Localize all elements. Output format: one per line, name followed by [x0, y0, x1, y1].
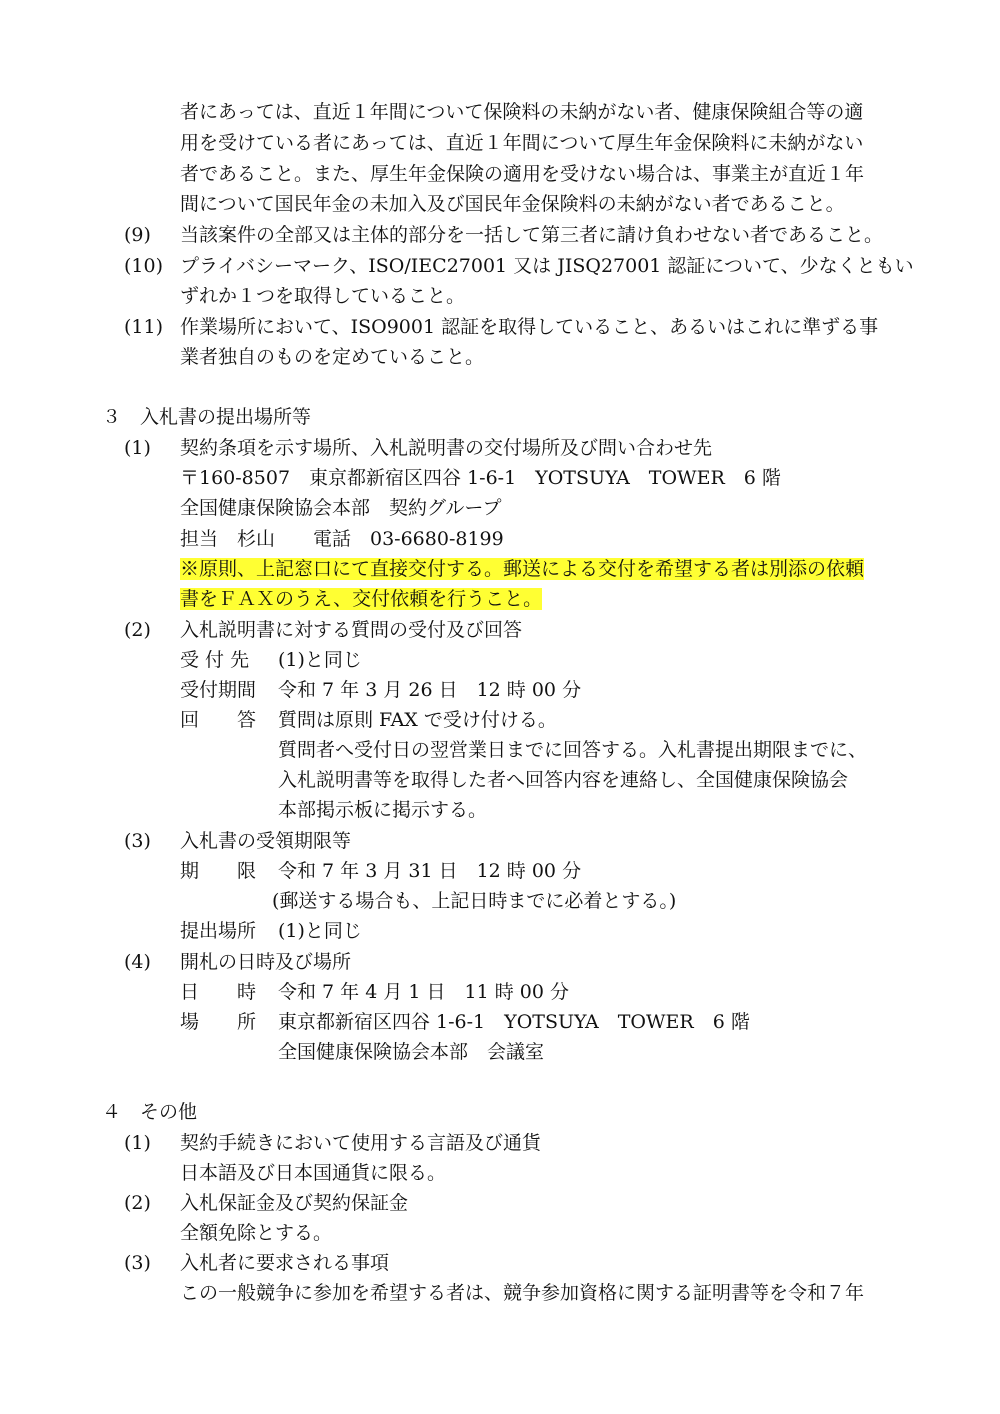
item-title: 契約手続きにおいて使用する言語及び通貨 [180, 1132, 542, 1154]
item-title: 契約条項を示す場所、入札説明書の交付場所及び問い合わせ先 [180, 437, 713, 459]
intro-line: 者であること。また、厚生年金保険の適用を受けない場合は、事業主が直近１年 [180, 163, 865, 185]
contact: 担当 杉山 電話 03-6680-8199 [180, 528, 504, 550]
field-value: 令和 7 年 3 月 26 日 12 時 00 分 [278, 679, 582, 701]
field-label: 回 答 [180, 709, 257, 731]
item-number: (9) [124, 224, 151, 246]
field-value: 東京都新宿区四谷 1-6-1 YOTSUYA TOWER 6 階 [278, 1011, 750, 1033]
highlight: 書をＦＡＸのうえ、交付依頼を行うこと。 [180, 588, 543, 610]
address: 〒160-8507 東京都新宿区四谷 1-6-1 YOTSUYA TOWER 6 階 [180, 467, 781, 489]
field-value: 入札説明書等を取得した者へ回答内容を連絡し、全国健康保険協会 [278, 769, 849, 791]
item-number: (1) [124, 1132, 151, 1154]
field-label: 受付期間 [180, 679, 257, 701]
field-label: 日 時 [180, 981, 257, 1003]
field-label: 提出場所 [180, 920, 257, 942]
field-value: 全国健康保険協会本部 会議室 [278, 1041, 545, 1063]
field-note: (郵送する場合も、上記日時までに必着とする。) [272, 890, 677, 912]
field-label: 場 所 [180, 1011, 257, 1033]
item-title: 入札保証金及び契約保証金 [180, 1192, 409, 1214]
section-heading: ３ 入札書の提出場所等 [102, 406, 312, 428]
item-body: 日本語及び日本国通貨に限る。 [180, 1162, 447, 1184]
organization: 全国健康保険協会本部 契約グループ [180, 497, 502, 519]
item-title: 入札説明書に対する質問の受付及び回答 [180, 619, 523, 641]
item-text: ずれか１つを取得していること。 [180, 285, 466, 307]
field-value: 質問は原則 FAX で受け付ける。 [278, 709, 557, 731]
intro-line: 者にあっては、直近１年間について保険料の未納がない者、健康保険組合等の適 [180, 101, 864, 123]
intro-line: 用を受けている者にあっては、直近１年間について厚生年金保険料に未納がない [180, 132, 864, 154]
field-value: 令和 7 年 3 月 31 日 12 時 00 分 [278, 860, 582, 882]
item-number: (1) [124, 437, 151, 459]
field-value: (1)と同じ [278, 649, 362, 671]
field-label: 受 付 先 [180, 649, 250, 671]
field-value: 質問者へ受付日の翌営業日までに回答する。入札書提出期限までに、 [278, 739, 868, 761]
highlighted-note [180, 585, 542, 613]
item-number: (3) [124, 830, 151, 852]
field-label: 期 限 [180, 860, 257, 882]
field-value: (1)と同じ [278, 920, 362, 942]
item-body: この一般競争に参加を希望する者は、競争参加資格に関する証明書等を令和７年 [180, 1282, 865, 1304]
highlighted-note [180, 555, 864, 583]
item-number: (11) [124, 316, 164, 338]
item-title: 入札者に要求される事項 [180, 1252, 390, 1274]
item-number: (4) [124, 951, 151, 973]
section-heading: ４ その他 [102, 1101, 198, 1123]
item-text: 作業場所において、ISO9001 認証を取得していること、あるいはこれに準ずる事 [180, 316, 879, 338]
highlight: ※原則、上記窓口にて直接交付する。郵送による交付を希望する者は別添の依頼 [180, 558, 865, 580]
intro-line: 間について国民年金の未加入及び国民年金保険料の未納がない者であること。 [180, 193, 845, 215]
item-title: 入札書の受領期限等 [180, 830, 352, 852]
field-value: 令和 7 年 4 月 1 日 11 時 00 分 [278, 981, 569, 1003]
item-number: (3) [124, 1252, 151, 1274]
item-text: 当該案件の全部又は主体的部分を一括して第三者に請け負わせない者であること。 [180, 224, 884, 246]
field-value: 本部掲示板に掲示する。 [278, 799, 488, 821]
item-title: 開札の日時及び場所 [180, 951, 352, 973]
item-body: 全額免除とする。 [180, 1222, 333, 1244]
item-text: プライバシーマーク、ISO/IEC27001 又は JISQ27001 認証について、少なくともい [180, 255, 914, 277]
item-number: (2) [124, 1192, 151, 1214]
item-number: (2) [124, 619, 151, 641]
item-number: (10) [124, 255, 164, 277]
item-text: 業者独自のものを定めていること。 [180, 346, 485, 368]
